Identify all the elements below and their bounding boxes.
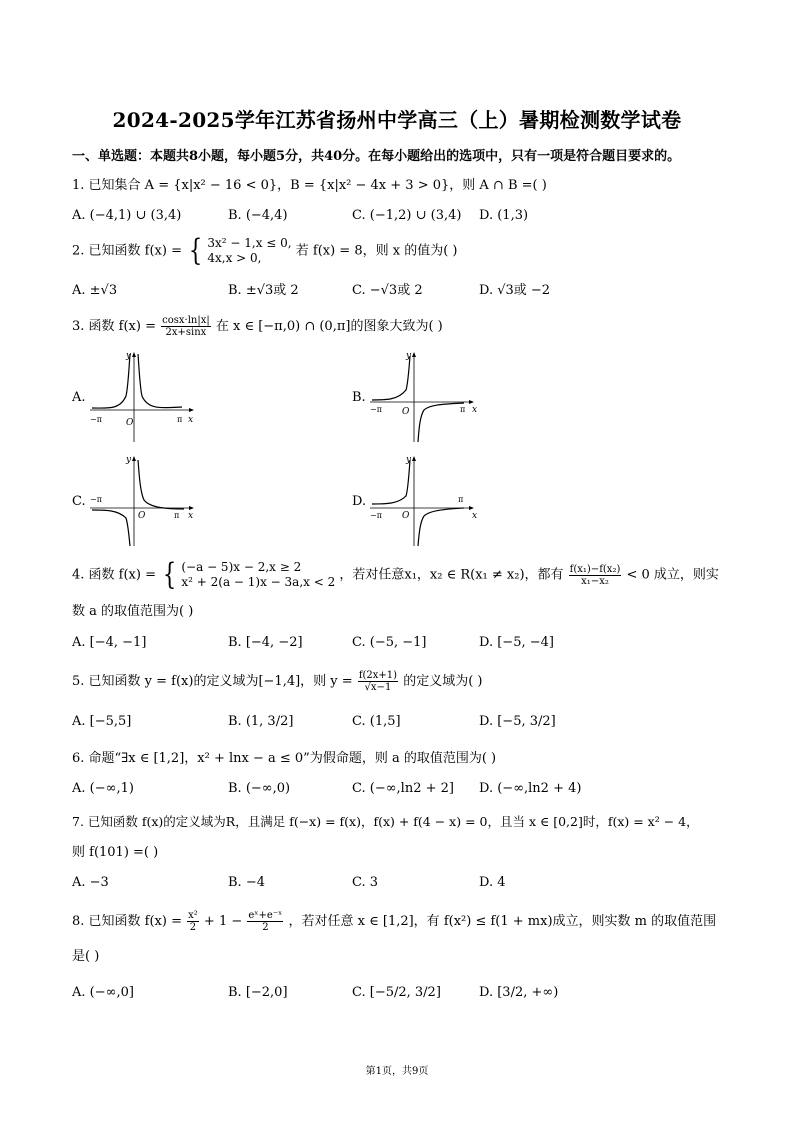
- q4-suffix: < 0 成立，则实: [626, 567, 719, 583]
- q3-denominator: 2x+sinx: [165, 327, 207, 338]
- pi-label: π: [460, 405, 466, 414]
- option-c[interactable]: C. −√3或 2: [352, 283, 423, 298]
- question-2: [72, 233, 458, 268]
- question-2-options: [72, 282, 772, 300]
- page-footer: 第1页，共9页: [365, 1066, 429, 1077]
- q2-suffix: 若 f(x) = 8，则 x 的值为( ): [295, 243, 458, 259]
- q8-fraction-2-numerator: eˣ+e⁻ˣ: [248, 910, 283, 921]
- option-a[interactable]: A. ±√3: [72, 283, 118, 298]
- option-a[interactable]: A. [−5,5]: [72, 714, 132, 729]
- neg-pi-label: −π: [90, 415, 102, 424]
- q4-case-2: x² + 2(a − 1)x − 3a,x < 2: [181, 575, 336, 589]
- q3-numerator: cosx·ln|x|: [162, 315, 210, 326]
- q5-suffix: 的定义域为( ): [403, 674, 483, 689]
- option-b[interactable]: B. [−4, −2]: [228, 635, 303, 650]
- graph-b[interactable]: [368, 348, 480, 444]
- option-a[interactable]: A. −3: [72, 875, 109, 890]
- option-b[interactable]: B. [−2,0]: [228, 985, 288, 1000]
- q2-case-2: 4x,x > 0,: [207, 251, 262, 265]
- q3-fraction: [161, 315, 211, 338]
- q4-case-1: (−a − 5)x − 2,x ≥ 2: [181, 560, 302, 574]
- question-5: [72, 670, 482, 693]
- q4-numerator: f(x₁)−f(x₂): [569, 563, 621, 575]
- q5-denominator: √x−1: [364, 682, 392, 693]
- graph-b-label[interactable]: B.: [352, 390, 366, 405]
- neg-pi-label: −π: [370, 405, 382, 414]
- option-d[interactable]: D. [−5, 3/2]: [479, 714, 556, 729]
- option-d[interactable]: D. 4: [479, 875, 506, 890]
- question-1-options: [72, 207, 772, 225]
- question-5-options: [72, 713, 772, 731]
- page-title: 2024-2025学年江苏省扬州中学高三（上）暑期检测数学试卷: [112, 108, 682, 132]
- option-b[interactable]: B. (−∞,0): [228, 781, 291, 796]
- option-a[interactable]: A. (−4,1) ∪ (3,4): [72, 208, 182, 223]
- option-a[interactable]: A. [−4, −1]: [72, 635, 147, 650]
- question-1: 1. 已知集合 A = {x|x² − 16 < 0}，B = {x|x² − 4x + 3 > 0}，则 A ∩ B =( ): [72, 178, 547, 193]
- section-heading: 一、单选题：本题共8小题，每小题5分，共40分。在每小题给出的选项中，只有一项是符合题目要求的。: [72, 149, 681, 164]
- axis-x-label: x: [472, 511, 478, 521]
- q4-prefix: 4. 函数 f(x) =: [72, 567, 156, 583]
- origin-label: O: [402, 511, 410, 521]
- option-c[interactable]: C. (−5, −1]: [352, 635, 427, 650]
- q4-cases: [181, 560, 335, 590]
- pi-label: π: [458, 495, 464, 504]
- question-8-line-2: 是( ): [72, 949, 100, 964]
- q8-mid: + 1 −: [203, 914, 243, 929]
- option-c[interactable]: C. 3: [352, 875, 379, 890]
- axis-y-label: y: [406, 351, 412, 361]
- q2-case-1: 3x² − 1,x ≤ 0,: [207, 236, 292, 250]
- option-b[interactable]: B. ±√3或 2: [228, 283, 299, 298]
- option-c[interactable]: C. (−∞,ln2 + 2]: [352, 781, 454, 796]
- axis-y-label: y: [126, 455, 132, 465]
- origin-label: O: [138, 511, 146, 521]
- q2-cases: [207, 236, 291, 266]
- axis-x-label: x: [188, 415, 194, 425]
- question-6: 6. 命题“∃x ∈ [1,2]，x² + lnx − a ≤ 0”为假命题，则 a 的取值范围为( ): [72, 751, 497, 766]
- option-d[interactable]: D. [−5, −4]: [479, 635, 554, 650]
- q5-fraction: [358, 670, 398, 693]
- question-7: 7. 已知函数 f(x)的定义域为R，且满足 f(−x) = f(x)，f(x) + f(4 − x) = 0，且当 x ∈ [0,2]时，f(x) = x² − 4，: [72, 814, 699, 829]
- option-b[interactable]: B. −4: [228, 875, 265, 890]
- option-a[interactable]: A. (−∞,1): [72, 781, 134, 796]
- option-c[interactable]: C. (−1,2) ∪ (3,4): [352, 208, 462, 223]
- pi-label: π: [177, 415, 183, 424]
- question-7-line-2: 则 f(101) =( ): [72, 845, 159, 860]
- axis-x-label: x: [472, 405, 478, 415]
- q3-prefix: 3. 函数 f(x) =: [72, 319, 156, 334]
- q8-fraction-1-numerator: x²: [188, 910, 198, 921]
- q5-numerator: f(2x+1): [358, 670, 398, 681]
- q5-prefix: 5. 已知函数 y = f(x)的定义域为[−1,4]，则 y =: [72, 674, 353, 689]
- option-a[interactable]: A. (−∞,0]: [72, 985, 134, 1000]
- q4-denominator: x₁−x₂: [581, 575, 609, 587]
- option-b[interactable]: B. (−4,4): [228, 208, 288, 223]
- axis-y-label: y: [126, 351, 132, 361]
- origin-label: O: [126, 418, 134, 428]
- graph-c-label[interactable]: C.: [72, 494, 86, 509]
- question-8: [72, 910, 716, 933]
- question-4-options: [72, 634, 772, 652]
- graph-d-label[interactable]: D.: [352, 494, 367, 509]
- question-7-options: [72, 874, 772, 892]
- option-d[interactable]: D. √3或 −2: [479, 283, 551, 298]
- q3-suffix: 在 x ∈ [−π,0) ∩ (0,π]的图象大致为( ): [215, 319, 443, 334]
- origin-label: O: [402, 407, 410, 417]
- option-c[interactable]: C. [−5/2, 3/2]: [352, 985, 441, 1000]
- axis-x-label: x: [188, 511, 194, 521]
- neg-pi-label: −π: [90, 495, 102, 504]
- brace-symbol: {: [188, 233, 203, 268]
- question-6-options: [72, 780, 772, 798]
- graph-d[interactable]: [368, 452, 480, 548]
- question-8-options: [72, 984, 772, 1002]
- neg-pi-label: −π: [370, 511, 382, 520]
- brace-symbol: {: [162, 557, 177, 592]
- q8-prefix: 8. 已知函数 f(x) =: [72, 914, 182, 929]
- q8-fraction-2: [247, 910, 283, 933]
- question-4-line-2: 数 a 的取值范围为( ): [72, 604, 194, 619]
- axis-y-label: y: [406, 455, 412, 465]
- question-3: [72, 315, 443, 338]
- q4-fraction: [569, 564, 622, 587]
- q4-mid: ，若对任意x₁，x₂ ∈ R(x₁ ≠ x₂)，都有: [339, 567, 564, 583]
- option-d[interactable]: D. [3/2, +∞): [479, 985, 559, 1000]
- q8-fraction-1-denominator: 2: [189, 922, 197, 933]
- graph-c[interactable]: [88, 452, 198, 548]
- pi-label: π: [174, 511, 180, 520]
- graph-a[interactable]: [88, 348, 198, 444]
- q8-suffix: ，若对任意 x ∈ [1,2]，有 f(x²) ≤ f(1 + mx)成立，则实数 m 的取值范围: [288, 914, 717, 929]
- graph-a-label[interactable]: A.: [72, 390, 86, 405]
- option-d[interactable]: D. (1,3): [479, 208, 529, 223]
- question-4: [72, 557, 719, 592]
- q8-fraction-1: [187, 910, 199, 933]
- q2-prefix: 2. 已知函数 f(x) =: [72, 243, 182, 259]
- q8-fraction-2-denominator: 2: [262, 922, 269, 933]
- option-b[interactable]: B. (1, 3/2]: [228, 714, 294, 729]
- option-d[interactable]: D. (−∞,ln2 + 4): [479, 781, 582, 796]
- option-c[interactable]: C. (1,5]: [352, 714, 401, 729]
